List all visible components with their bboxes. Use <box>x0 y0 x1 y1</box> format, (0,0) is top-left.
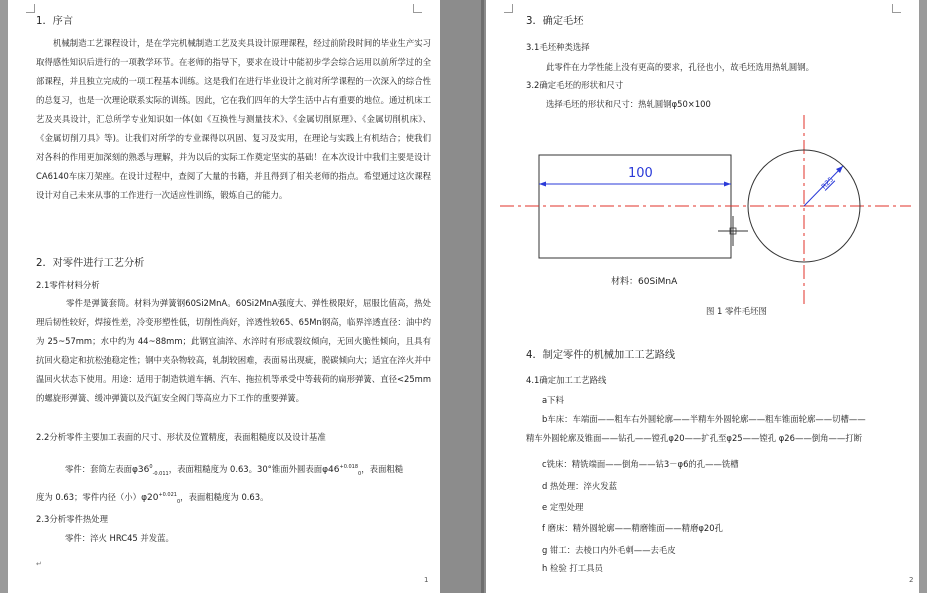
subheading-heat: 2.3分析零件热处理 <box>36 514 108 524</box>
step-f: f 磨床：精外圆轮廓——精磨锥面——精磨φ20孔 <box>542 523 723 533</box>
material-label: 材料：60SiMnA <box>611 277 678 287</box>
crop-mark <box>892 4 901 13</box>
dimension-length-label: 100 <box>628 166 653 181</box>
page-gap <box>440 0 486 593</box>
tol-phi20: $\varphi 20^{+0.021}_0$ <box>141 492 181 505</box>
tol-phi46: $\varphi 46^{+0.018}_0$ <box>322 464 362 477</box>
dim-arrow-right <box>724 182 731 187</box>
step-b-line2: 精车外圆轮廓及锥面——钻孔——镗孔φ20——扩孔至φ25——镗孔 φ26——倒角——打断 <box>526 433 862 443</box>
req-line-2 <box>36 490 268 508</box>
document-page-2 <box>486 0 919 593</box>
subheading-route: 4.1确定加工工艺路线 <box>526 375 607 385</box>
req-roughness: ，表面粗糙 <box>361 464 404 474</box>
crop-mark <box>504 4 513 13</box>
subheading-blank-shape: 3.2确定毛坯的形状和尺寸 <box>526 80 624 90</box>
subheading-material: 2.1零件材料分析 <box>36 280 100 290</box>
page-number: 2 <box>909 576 914 584</box>
material-paragraph: 零件是弹簧套筒。材料为弹簧钢60Si2MnA。60Si2MnA强度大、弹性极限好，屈服比值高，热处理后韧性较好，焊接性差，冷变形塑性低，切削性尚好，淬透性较65、65Mn钢高，临界淬透直径：油中约为 25~57mm；水中约为 44~88mm；此钢宜油淬、水淬时有形成裂纹倾向，无回火脆性倾向，且具有抗回火稳定和抗松弛稳定性；钢中夹杂物较高，轧制较困难，表面易出现疵，脱碳倾向大；适宜在淬火并中温回火状态下使用。用途：适用于制造铁道车辆、汽车、拖拉机等承受中等载荷的扁形弹簧、直径<25mm的螺旋形弹簧、缓冲弹簧以及汽缸安全阀门等高应力下工作的重要弹簧。 <box>36 298 431 403</box>
subheading-blank-type: 3.1毛坯种类选择 <box>526 42 590 52</box>
subheading-surfaces: 2.2分析零件主要加工表面的尺寸、形状及位置精度，表面粗糙度以及设计基准 <box>36 432 326 442</box>
blank-type-text: 此零件在力学性能上没有更高的要求，孔径也小，故毛坯选用热轧圆钢。 <box>546 62 814 72</box>
step-a: a下料 <box>542 395 564 405</box>
blank-shape-text: 选择毛坯的形状和尺寸：热轧圆钢φ50×100 <box>546 99 711 109</box>
step-g: g 钳工：去棱口内外毛刺——去毛皮 <box>542 545 676 555</box>
page-number: 1 <box>424 576 429 584</box>
step-e: e 定型处理 <box>542 502 584 512</box>
req-line-1 <box>65 462 403 480</box>
document-page-1 <box>8 0 440 593</box>
step-h: h 检验 打工具员 <box>542 563 603 573</box>
blank-drawing <box>486 115 919 310</box>
page-separator <box>481 0 484 593</box>
dimension-radius-label: R25 <box>819 175 836 191</box>
heat-treatment-text: 零件：淬火 HRC45 并发蓝。 <box>65 533 174 543</box>
crop-mark <box>413 4 422 13</box>
step-c: c铣床：精铣端面——倒角——钻3－φ6的孔——铣槽 <box>542 459 739 469</box>
dim-arrow-left <box>539 182 546 187</box>
heading-route: 4．制定零件的机械加工工艺路线 <box>526 350 676 361</box>
heading-preface: 1．序言 <box>36 16 74 27</box>
preface-paragraph: 机械制造工艺课程设计，是在学完机械制造工艺及夹具设计原理课程，经过前阶段时间的毕业生产实习取得感性知识后进行的一项教学环节。在老师的指导下，要求在设计中能初步学会综合运用以前所学过的全部课程，并且独立完成的一项工程基本训练。这是我们在进行毕业设计之前对所学课程的一次深入的综合性的总复习，也是一次理论联系实际的训练。因此，它在我们四年的大学生活中占有重要的地位。通过机床工艺及夹具设计，汇总所学专业知识如一体(如《互换性与测量技术》、《金属切削原理》、《金属切削机床》、《金属切削刀具》等)。让我们对所学的专业课得以巩固、复习及实用，在理论与实践上有机结合；使我们对各科的作用更加深刻的熟悉与理解，并为以后的实际工作奠定坚实的基础！在本次设计中我们主要是设计CA6140车床刀架座。在设计过程中，查阅了大量的书籍，并且得到了相关老师的指点。希望通过这次课程设计对自己未来从事的工作进行一次适应性训练，锻炼自己的能力。 <box>36 38 431 200</box>
req-inner-roughness: ，表面粗糙度为 0.63。 <box>180 492 269 502</box>
step-d: d 热处理：淬火发蓝 <box>542 481 617 491</box>
crop-mark <box>26 4 35 13</box>
heading-process-analysis: 2．对零件进行工艺分析 <box>36 258 145 269</box>
step-b-line1: b车床：车端面——粗车右外圆轮廓——半精车外圆轮廓——粗车锥面轮廓——切槽—— <box>542 414 866 424</box>
figure-caption: 图 1 零件毛坯图 <box>706 306 767 316</box>
heading-blank: 3．确定毛坯 <box>526 16 584 27</box>
req-cone-surface: ，表面粗糙度为 0.63。30°锥面外圆表面 <box>168 464 323 474</box>
req-left-surface: 零件：套筒左表面 <box>65 464 132 474</box>
paragraph-mark: ↵ <box>36 560 42 568</box>
req-inner-diameter: 度为 0.63；零件内径（小） <box>36 492 142 502</box>
tol-phi36: $\varphi 36^0_{-0.011}$ <box>132 464 169 477</box>
